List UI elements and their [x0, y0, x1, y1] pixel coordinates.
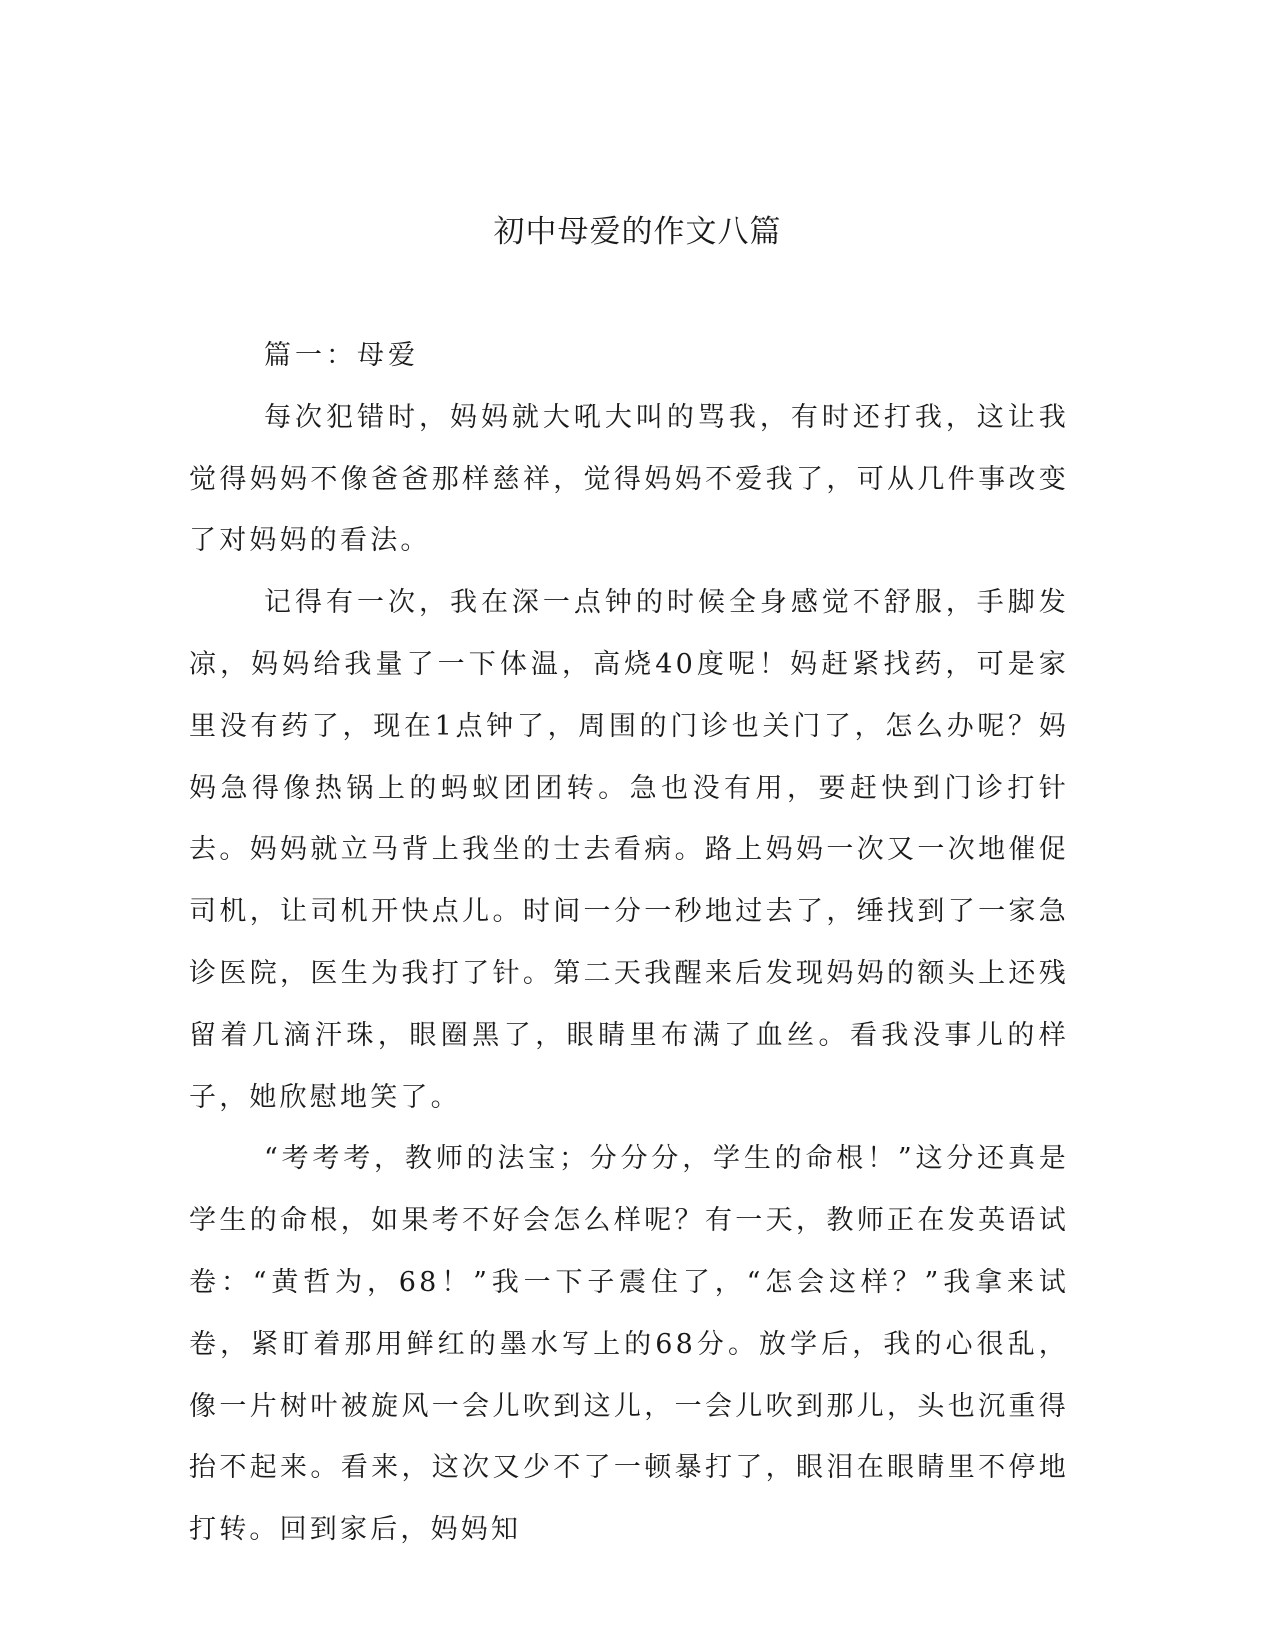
document-body [189, 325, 1069, 1561]
paragraph-2: 记得有一次，我在深一点钟的时候全身感觉不舒服，手脚发凉，妈妈给我量了一下体温，高烧40度呢！妈赶紧找药，可是家里没有药了，现在1点钟了，周围的门诊也关门了，怎么办呢？妈妈急得像热锅上的蚂蚁团团转。急也没有用，要赶快到门诊打针去。妈妈就立马背上我坐的士去看病。路上妈妈一次又一次地催促司机，让司机开快点儿。时间一分一秒地过去了，缍找到了一家急诊医院，医生为我打了针。第二天我醒来后发现妈妈的额头上还残留着几滴汗珠，眼圈黑了，眼睛里布满了血丝。看我没事儿的样子，她欣慰地笑了。 [189, 587, 1069, 1113]
section-heading: 篇一：母爱 [264, 340, 419, 371]
paragraph-1: 每次犯错时，妈妈就大吼大叫的骂我，有时还打我，这让我觉得妈妈不像爸爸那样慈祥，觉得妈妈不爱我了，可从几件事改变了对妈妈的看法。 [189, 401, 1069, 557]
paragraph-3: “考考考，教师的法宝；分分分，学生的命根！”这分还真是学生的命根，如果考不好会怎么样呢？有一天，教师正在发英语试卷：“黄哲为，68！”我一下子震住了，“怎会这样？”我拿来试卷，紧盯着那用鲜红的墨水写上的68分。放学后，我的心很乱，像一片树叶被旋风一会儿吹到这儿，一会儿吹到那儿，头也沉重得抬不起来。看来，这次又少不了一顿暴打了，眼泪在眼睛里不停地打转。回到家后，妈妈知 [189, 1143, 1069, 1546]
document-title: 初中母爱的作文八篇 [493, 214, 782, 250]
